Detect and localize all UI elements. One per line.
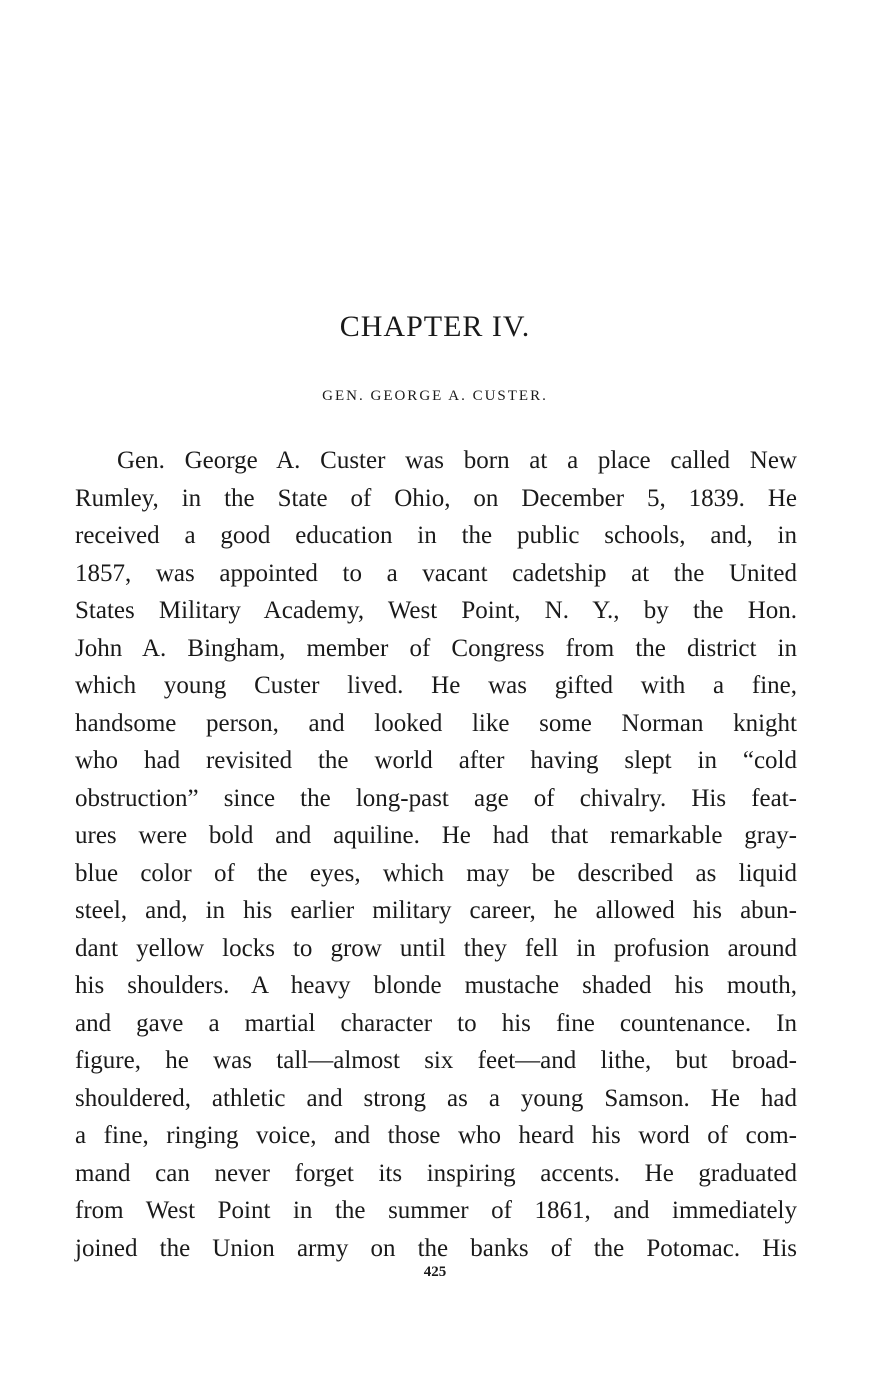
text-line: handsome person, and looked like some Norman knight xyxy=(75,709,797,737)
text-line: dant yellow locks to grow until they fell in profusion around xyxy=(75,934,797,962)
text-line: which young Custer lived. He was gifted with a fine, xyxy=(75,672,797,699)
text-line: received a good education in the public schools, and, in xyxy=(75,522,797,549)
text-line: blue color of the eyes, which may be described as liquid xyxy=(75,859,797,887)
text-line: 1857, was appointed to a vacant cadetship at the United xyxy=(75,559,797,587)
text-line: Gen. George A. Custer was born at a place called New xyxy=(117,447,797,474)
text-line: mand can never forget its inspiring accents. He graduated xyxy=(75,1159,797,1187)
text-line: who had revisited the world after having slept in “cold xyxy=(75,747,797,774)
text-line: a fine, ringing voice, and those who heard his word of com- xyxy=(75,1122,797,1149)
body-paragraph xyxy=(75,442,797,1267)
text-line: figure, he was tall—almost six feet—and lithe, but broad- xyxy=(75,1047,797,1074)
text-line: from West Point in the summer of 1861, and immediately xyxy=(75,1197,797,1224)
text-line: ures were bold and aquiline. He had that remarkable gray- xyxy=(75,822,797,849)
text-line: John A. Bingham, member of Congress from the district in xyxy=(75,634,797,662)
text-line: States Military Academy, West Point, N. Y., by the Hon. xyxy=(75,597,797,624)
text-line: steel, and, in his earlier military career, he allowed his abun- xyxy=(75,897,797,924)
page-number: 425 xyxy=(423,1264,447,1280)
text-line: and gave a martial character to his fine countenance. In xyxy=(75,1009,797,1037)
text-line: obstruction” since the long-past age of chivalry. His feat- xyxy=(75,784,797,812)
text-line: joined the Union army on the banks of the Potomac. His xyxy=(75,1234,797,1262)
chapter-title: CHAPTER IV. xyxy=(339,310,531,343)
text-line: shouldered, athletic and strong as a young Samson. He had xyxy=(75,1084,797,1112)
text-line: his shoulders. A heavy blonde mustache shaded his mouth, xyxy=(75,972,797,999)
chapter-subtitle: GEN. GEORGE A. CUSTER. xyxy=(322,388,548,404)
text-line: Rumley, in the State of Ohio, on December 5, 1839. He xyxy=(75,484,797,512)
